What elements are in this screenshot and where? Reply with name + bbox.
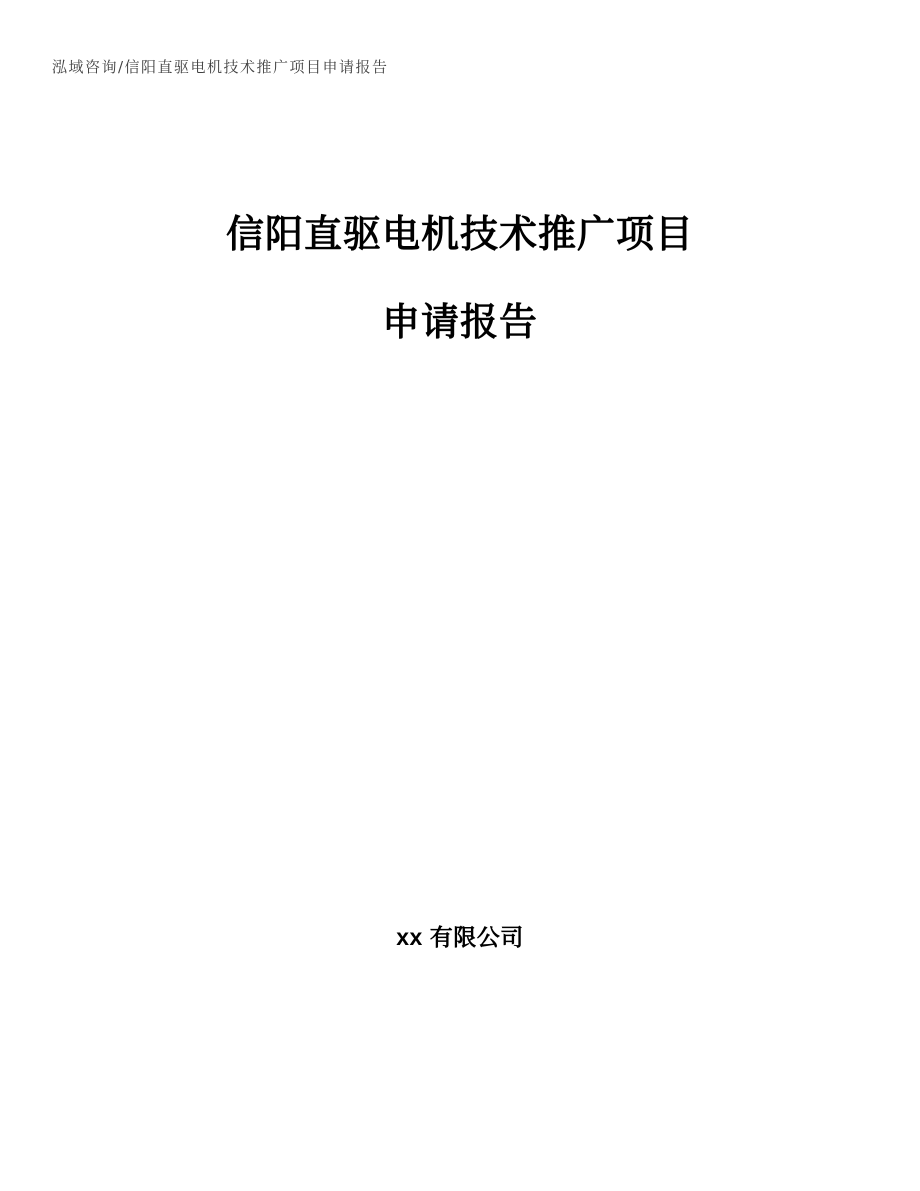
document-title-line2: 申请报告 xyxy=(381,302,538,344)
document-title-line1: 信阳直驱电机技术推广项目 xyxy=(225,214,694,256)
page-header-text: 泓域咨询/信阳直驱电机技术推广项目申请报告 xyxy=(52,58,389,76)
company-name: xx 有限公司 xyxy=(396,924,524,950)
